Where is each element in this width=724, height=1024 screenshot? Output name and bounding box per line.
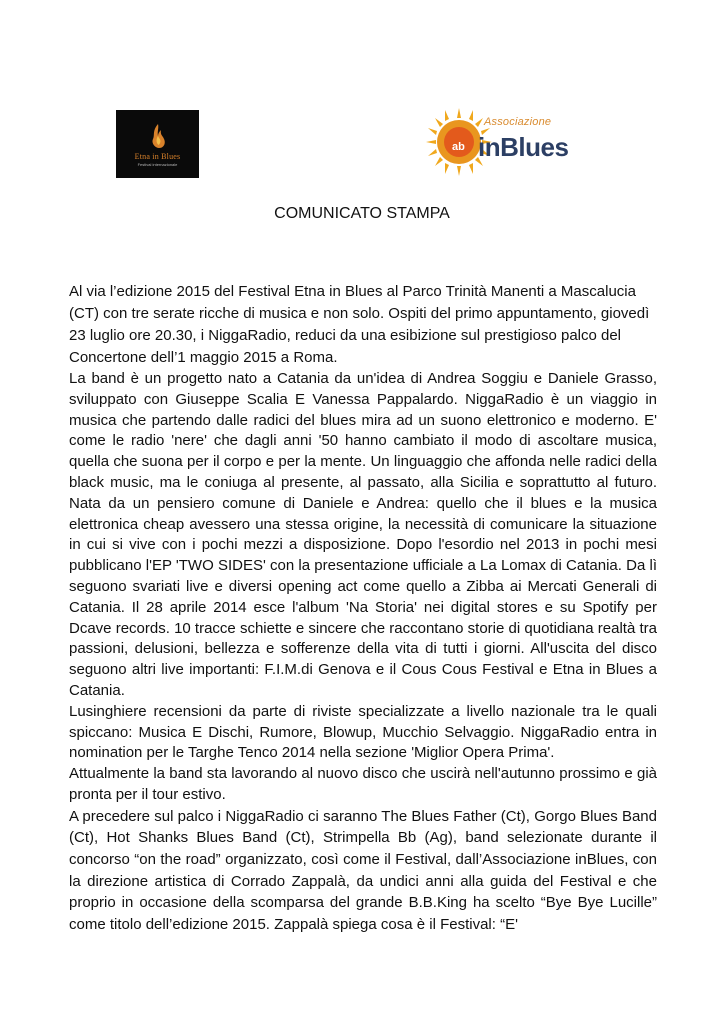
flame-icon [143, 121, 173, 151]
paragraph-opening-bands: A precedere sul palco i NiggaRadio ci saranno The Blues Father (Ct), Gorgo Blues Band (Ct), Hot Shanks Blues Band (Ct), Strimpella Bb (Ag), band selezionate durante il concorso “on the road” organizzato, così come il Festival, dall’Associazione inBlues, con la direzione artistica di Corrado Zappalà, da undici anni alla guida del Festival e che proprio in occasione della scomparsa del grande B.B.King ha scelto “Bye Bye Lucille” come titolo dell’edizione 2015. Zappalà spiega cosa è il Festival: “E' [69, 807, 657, 933]
logo-left-brand: Etna in Blues [134, 152, 181, 161]
logo-right-association: Associazione [484, 116, 552, 128]
press-release-body [69, 281, 657, 935]
paragraph-band: La band è un progetto nato a Catania da un'idea di Andrea Soggiu e Daniele Grasso, sviluppato con Giuseppe Scalia E Vanessa Pappalardo. NiggaRadio è un viaggio in musica che partendo dalle radici del blues mira ad un suono elettronico e moderno. E' come le radio 'nere' che dagli anni '50 hanno cambiato il modo di ascoltare musica, quella che suona per il corpo e per la mente. Un linguaggio che affonda nelle radici della black music, ma le coniuga al presente, al passato, alla Sicilia e soprattutto al futuro. Nata da un pensiero comune di Daniele e Andrea: quello che il blues e la musica elettronica cheap avessero una stessa origine, la necessità di comunicare la situazione in cui si vive con i pochi mezzi a disposizione. Dopo l'esordio nel 2013 in pochi mesi pubblicano l'EP 'TWO SIDES' con la presentazione ufficiale a La Lomax di Catania. Da lì seguono svariati live e diversi opening act come quello a Zibba ai Mercati Generali di Catania. Il 28 aprile 2014 esce l'album 'Na Storia' nei digital stores e su Spotify per Dcave records. 10 tracce schiette e sincere che raccontano storie di quotidiana realtà tra passioni, delusioni, bellezza e sofferenze della vita di tutti i giorni. All'uscita del disco seguono altri live importanti: F.I.M.di Genova e il Cous Cous Festival e Etna in Blues a Catania. [69, 370, 657, 699]
document-title: COMUNICATO STAMPA [274, 205, 450, 222]
paragraph-intro: Al via l’edizione 2015 del Festival Etna in Blues al Parco Trinità Manenti a Mascalucia (CT) con tre serate ricche di musica e non solo. Ospiti del primo appuntamento, giovedì 23 luglio ore 20.30, i NiggaRadio, reduci da una esibizione sul prestigioso palco del Concertone dell’1 maggio 2015 a Roma. [69, 283, 650, 366]
paragraph-new-album: Attualmente la band sta lavorando al nuovo disco che uscirà nell'autunno prossimo e già pronta per il tour estivo. [69, 765, 657, 803]
logo-right-name: inBlues [478, 132, 569, 162]
associazione-inblues-logo [424, 106, 574, 178]
etna-in-blues-logo [116, 110, 199, 178]
logo-left-subtitle: Festival internazionale [137, 162, 178, 167]
paragraph-reviews: Lusinghiere recensioni da parte di riviste specializzate a livello nazionale tra le quali spiccano: Musica E Dischi, Rumore, Blowup, Mucchio Selvaggio. NiggaRadio entra in nomination per le Targhe Tenco 2014 nella sezione 'Miglior Opera Prima'. [69, 702, 657, 762]
logo-right-badge: ab [452, 141, 465, 153]
